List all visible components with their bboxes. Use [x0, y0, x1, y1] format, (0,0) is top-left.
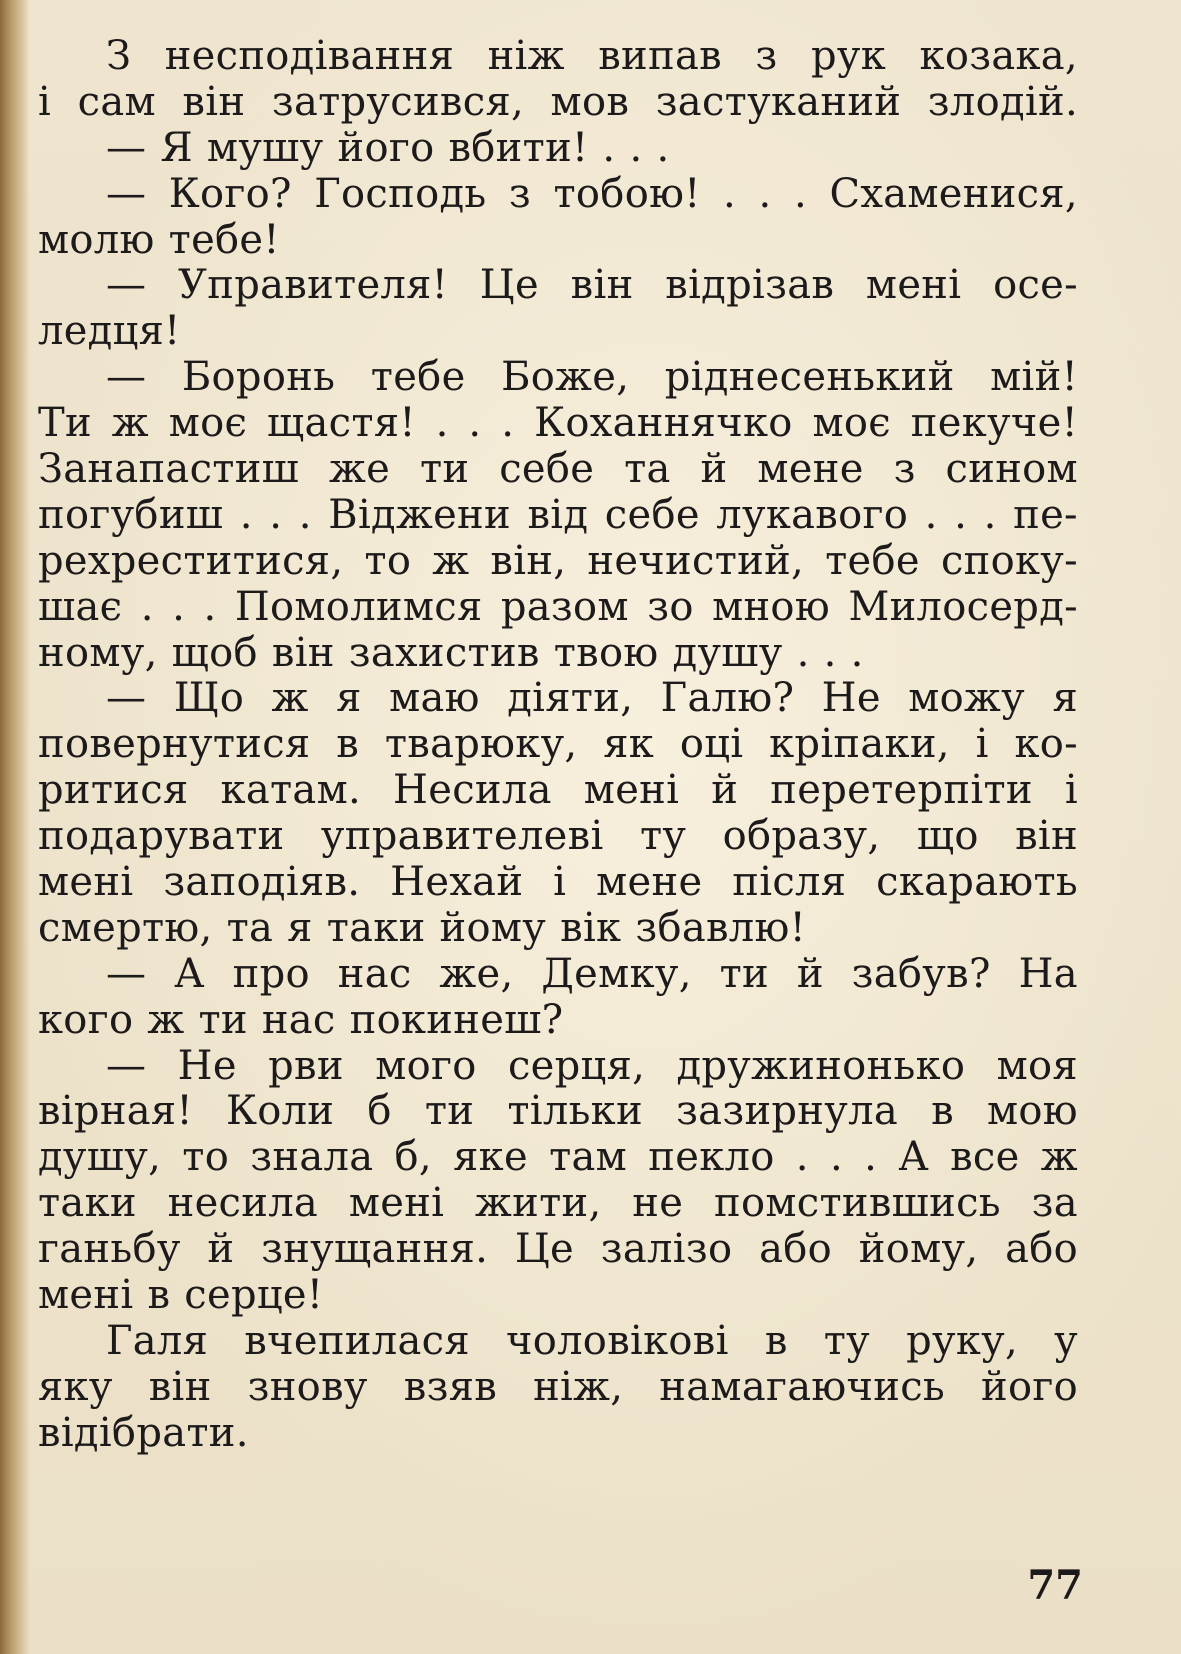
text-line: — Я мушу його вбити! . . . [106, 124, 670, 171]
text-line: подарувати управителеві ту образу, що він [38, 813, 1078, 860]
text-line: мені заподіяв. Нехай і мене після скарають [38, 859, 1078, 906]
text-line: яку він знову взяв ніж, намагаючись його [38, 1363, 1078, 1410]
text-line: мені в серце! [38, 1272, 324, 1319]
text-line: молю тебе! [38, 216, 280, 263]
text-line: Ти ж моє щастя! . . . Коханнячко моє пекуче! [38, 400, 1078, 447]
text-line: і сам він затрусився, мов застуканий злодій. [38, 78, 1078, 125]
text-line: смертю, та я таки йому вік збавлю! [38, 904, 807, 951]
text-line: ритися катам. Несила мені й перетерпіти і [38, 767, 1078, 814]
text-line: кого ж ти нас покинеш? [38, 996, 564, 1043]
page-number: 77 [1027, 1562, 1083, 1609]
text-line: Галя вчепилася чоловікові в ту руку, у [106, 1317, 1078, 1364]
text-line: таки несила мені жити, не помстившись за [38, 1180, 1078, 1227]
text-line: Занапастиш же ти себе та й мене з сином [38, 446, 1078, 493]
page-text [38, 34, 1078, 1457]
text-line: рехреститися, то ж він, нечистий, тебе споку- [38, 537, 1078, 584]
text-line: погубиш . . . Віджени від себе лукавого . . . пе- [38, 491, 1078, 538]
text-line: — Не рви мого серця, дружинонько моя [106, 1042, 1078, 1089]
text-line: — Боронь тебе Боже, ріднесенький мій! [106, 354, 1078, 401]
text-line: — Управителя! Це він відрізав мені осе- [106, 262, 1078, 309]
text-line: відібрати. [38, 1409, 249, 1456]
text-line: — Кого? Господь з тобою! . . . Схаменися, [106, 170, 1078, 217]
text-line: шає . . . Помолимся разом зо мною Милосерд- [38, 583, 1078, 630]
text-line: З несподівання ніж випав з рук козака, [106, 33, 1078, 79]
text-line: ледця! [38, 308, 181, 355]
text-line: — А про нас же, Демку, ти й забув? На [106, 950, 1078, 997]
text-line: — Що ж я маю діяти, Галю? Не можу я [106, 675, 1078, 722]
text-line: ному, щоб він захистив твою душу . . . [38, 629, 864, 676]
text-line: вірная! Коли б ти тільки зазирнула в мою [38, 1088, 1078, 1135]
text-line: повернутися в тварюку, як оці кріпаки, і ко- [38, 721, 1078, 768]
text-line: ганьбу й знущання. Це залізо або йому, або [38, 1226, 1078, 1273]
text-line: душу, то знала б, яке там пекло . . . А все ж [38, 1134, 1078, 1181]
page-spine-shadow [0, 0, 30, 1654]
